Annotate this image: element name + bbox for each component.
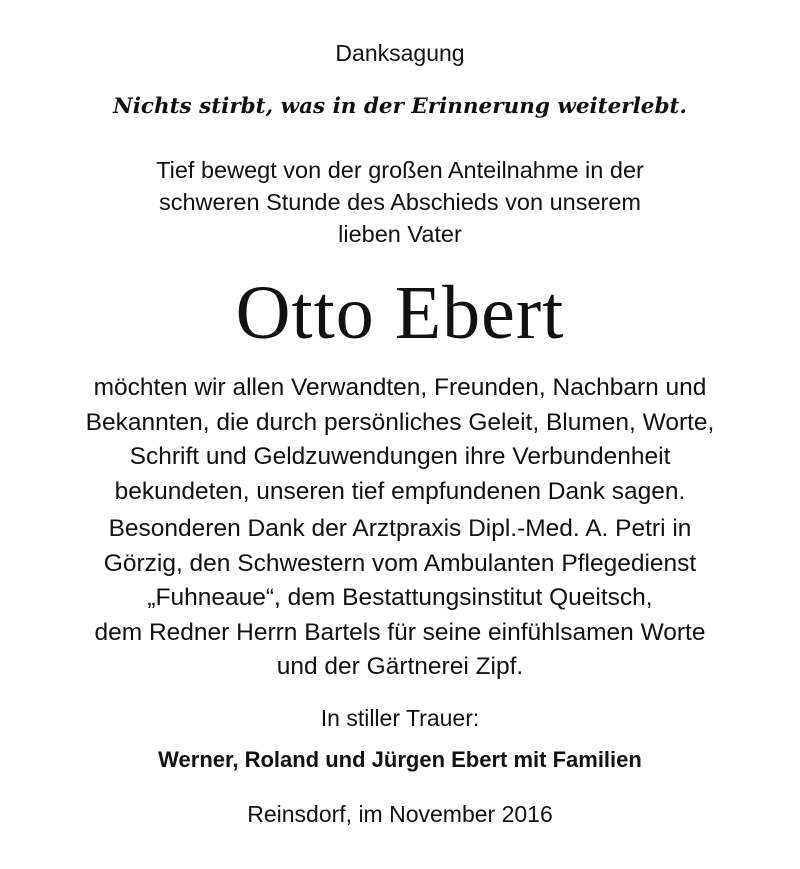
family-names: Werner, Roland und Jürgen Ebert mit Familien bbox=[158, 747, 642, 772]
special-thanks-paragraph bbox=[0, 512, 800, 685]
intro-line: lieben Vater bbox=[338, 221, 462, 247]
deceased-name-text: Otto Ebert bbox=[235, 271, 565, 355]
thanks-line: Görzig, den Schwestern vom Ambulanten Pflegedienst bbox=[103, 549, 697, 577]
body-line: möchten wir allen Verwandten, Freunden, Nachbarn und bbox=[93, 374, 707, 401]
intro-line: Tief bewegt von der großen Anteilnahme in der bbox=[156, 157, 644, 183]
body-paragraph bbox=[0, 371, 800, 509]
place-and-date bbox=[0, 798, 800, 830]
body-line: bekundeten, unseren tief empfundenen Dank sagen. bbox=[114, 477, 686, 505]
intro-line: schweren Stunde des Abschieds von unserem bbox=[158, 189, 642, 215]
mourning-label bbox=[0, 702, 800, 734]
body-line: Bekannten, die durch persönliches Geleit, Blumen, Worte, bbox=[85, 408, 715, 436]
heading-text: Danksagung bbox=[335, 40, 465, 66]
family-signature bbox=[0, 744, 800, 776]
thanks-line: „Fuhneaue“, dem Bestattungsinstitut Queitsch, bbox=[147, 584, 653, 611]
thanks-line: Besonderen Dank der Arztpraxis Dipl.-Med. A. Petri in bbox=[108, 515, 692, 542]
notice-heading bbox=[0, 38, 800, 68]
motto bbox=[0, 92, 800, 122]
thanks-line: und der Gärtnerei Zipf. bbox=[276, 653, 524, 680]
mourning-label-text: In stiller Trauer: bbox=[320, 705, 480, 731]
deceased-name bbox=[0, 268, 800, 358]
thanks-line: dem Redner Herrn Bartels für seine einfühlsamen Worte bbox=[94, 618, 706, 646]
intro-paragraph bbox=[0, 154, 800, 250]
body-line: Schrift und Geldzuwendungen ihre Verbundenheit bbox=[129, 443, 671, 470]
motto-text: Nichts stirbt, was in der Erinnerung weiterlebt. bbox=[113, 94, 687, 119]
place-date-text: Reinsdorf, im November 2016 bbox=[247, 801, 553, 827]
